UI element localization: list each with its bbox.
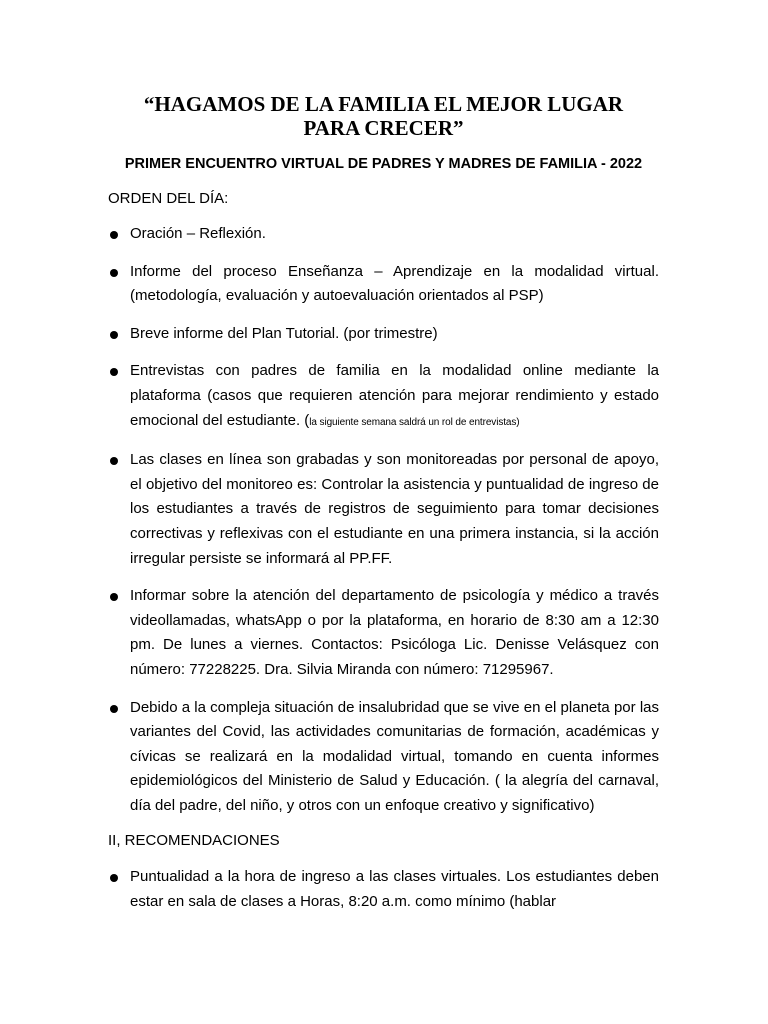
agenda-item-text: Debido a la compleja situación de insalubridad que se vive en el planeta por las variantes del Covid, las actividades comunitarias de formación, académicas y cívicas se realizará en la modalidad virtual, tomando en cuenta informes epidemiológicos del Ministerio de Salud y Educación. ( la alegría del carnaval, día del padre, del niño, y otros con un enfoque creativo y significativo) xyxy=(130,698,659,814)
recommendation-item-text: Puntualidad a la hora de ingreso a las clases virtuales. Los estudiantes deben estar en sala de clases a Horas, 8:20 a.m. como mínimo (hablar xyxy=(130,868,659,911)
agenda-item-text: Informe del proceso Enseñanza – Aprendizaje en la modalidad virtual. (metodología, evaluación y autoevaluación orientados al PSP) xyxy=(130,262,659,305)
agenda-item-text: Oración – Reflexión. xyxy=(130,225,266,242)
agenda-item xyxy=(108,359,659,435)
bullet-icon xyxy=(110,269,118,277)
agenda-item-text: Breve informe del Plan Tutorial. (por trimestre) xyxy=(130,324,438,342)
agenda-list xyxy=(108,222,659,818)
bullet-icon xyxy=(110,368,118,376)
bullet-icon xyxy=(110,457,118,465)
bullet-icon xyxy=(110,593,118,601)
agenda-heading: ORDEN DEL DÍA: xyxy=(108,190,229,207)
document-title: “HAGAMOS DE LA FAMILIA EL MEJOR LUGAR PARA CRECER” xyxy=(143,92,624,140)
agenda-item-text: Informar sobre la atención del departamento de psicología y médico a través videollamadas, whatsApp o por la plataforma, en horario de 8:30 am a 12:30 pm. De lunes a viernes. Contactos: Psicóloga Lic. Denisse Velásquez con número: 77228225. Dra. Silvia Miranda con número: 71295967. xyxy=(130,587,659,678)
agenda-item xyxy=(108,222,659,247)
agenda-item xyxy=(108,448,659,571)
agenda-item-text: Las clases en línea son grabadas y son monitoreadas por personal de apoyo, el objetivo del monitoreo es: Controlar la asistencia y puntualidad de ingreso de los estudiantes a través de registros de seguimiento para tomar decisiones correctivas y reflexivas con el estudiante en una primera instancia, si la acción irregular persiste se informará al PP.FF. xyxy=(130,451,659,567)
agenda-item xyxy=(108,584,659,682)
bullet-icon xyxy=(110,331,118,339)
agenda-item-text: Entrevistas con padres de familia en la modalidad online mediante la plataforma (casos que requieren atención para mejorar rendimiento y estado emocional del estudiante. ( xyxy=(130,362,659,429)
agenda-item xyxy=(108,696,659,819)
agenda-item xyxy=(108,322,659,347)
bullet-icon xyxy=(110,874,118,882)
recommendations-heading: II, RECOMENDACIONES xyxy=(108,832,280,850)
agenda-item xyxy=(108,260,659,309)
recommendation-item xyxy=(108,865,659,914)
recommendations-list xyxy=(108,865,659,914)
bullet-icon xyxy=(110,705,118,713)
document-subtitle: PRIMER ENCUENTRO VIRTUAL DE PADRES Y MADRES DE FAMILIA - 2022 xyxy=(124,156,643,172)
bullet-icon xyxy=(110,231,118,239)
agenda-item-note: la siguiente semana saldrá un rol de entrevistas) xyxy=(309,416,520,428)
